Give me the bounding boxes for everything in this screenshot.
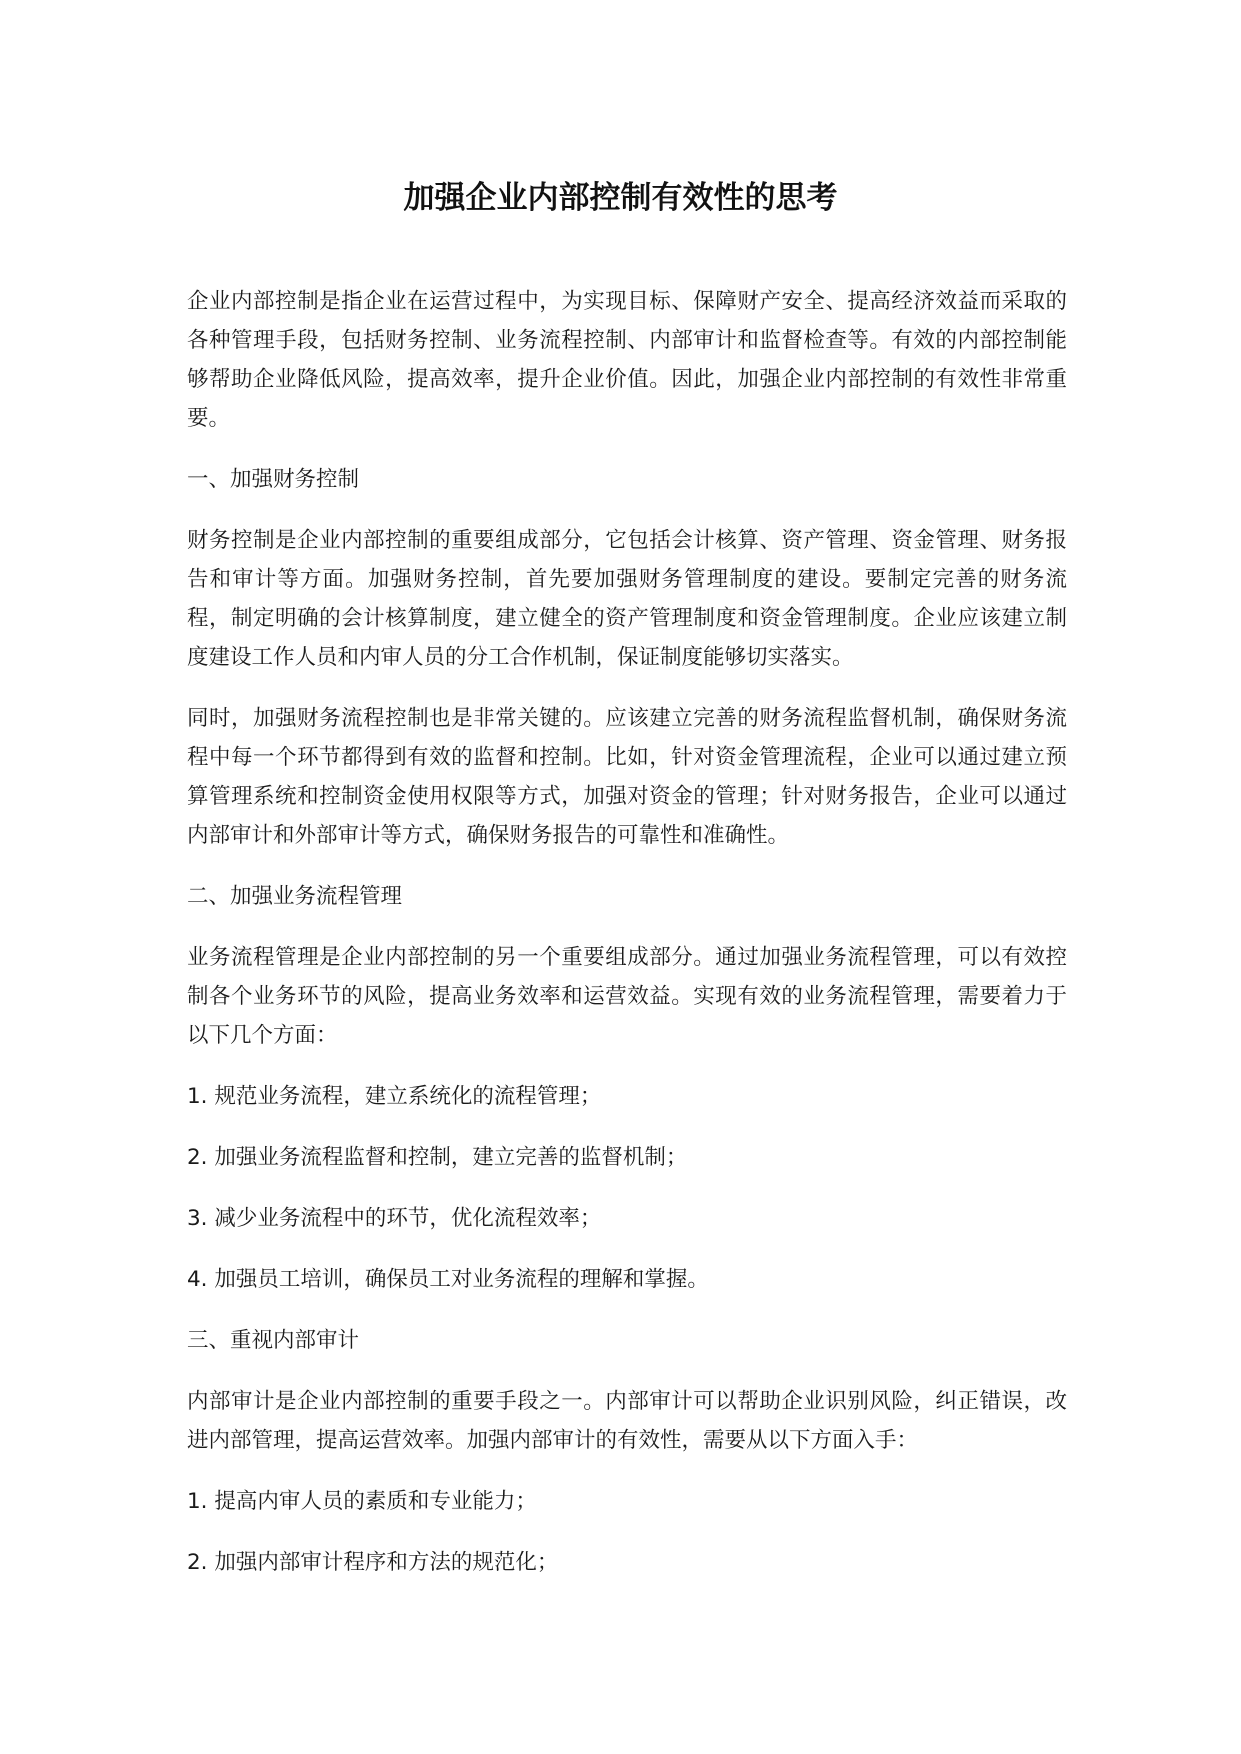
internal-audit-paragraph: 内部审计是企业内部控制的重要手段之一。内部审计可以帮助企业识别风险，纠正错误，改进内部管理，提高运营效率。加强内部审计的有效性，需要从以下方面入手：: [187, 1389, 1067, 1453]
financial-control-paragraph-1: 财务控制是企业内部控制的重要组成部分，它包括会计核算、资产管理、资金管理、财务报告和审计等方面。加强财务控制，首先要加强财务管理制度的建设。要制定完善的财务流程，制定明确的会计核算制度，建立健全的资产管理制度和资金管理制度。企业应该建立制度建设工作人员和内审人员的分工合作机制，保证制度能够切实落实。: [187, 528, 1067, 670]
section-heading-business-process: 二、加强业务流程管理: [187, 884, 403, 909]
document-body: [187, 282, 1067, 1604]
business-process-list-item: 4. 加强员工培训，确保员工对业务流程的理解和掌握。: [187, 1267, 709, 1292]
internal-audit-list-item: 2. 加强内部审计程序和方法的规范化；: [187, 1550, 559, 1575]
business-process-list-item: 1. 规范业务流程，建立系统化的流程管理；: [187, 1084, 602, 1109]
business-process-list-item: 2. 加强业务流程监督和控制，建立完善的监督机制；: [187, 1145, 688, 1170]
section-heading-internal-audit: 三、重视内部审计: [187, 1328, 360, 1353]
business-process-paragraph: 业务流程管理是企业内部控制的另一个重要组成部分。通过加强业务流程管理，可以有效控制各个业务环节的风险，提高业务效率和运营效益。实现有效的业务流程管理，需要着力于以下几个方面：: [187, 945, 1067, 1048]
financial-control-paragraph-2: 同时，加强财务流程控制也是非常关键的。应该建立完善的财务流程监督机制，确保财务流程中每一个环节都得到有效的监督和控制。比如，针对资金管理流程，企业可以通过建立预算管理系统和控制资金使用权限等方式，加强对资金的管理；针对财务报告，企业可以通过内部审计和外部审计等方式，确保财务报告的可靠性和准确性。: [187, 706, 1067, 848]
internal-audit-list-item: 1. 提高内审人员的素质和专业能力；: [187, 1489, 537, 1514]
intro-paragraph: 企业内部控制是指企业在运营过程中，为实现目标、保障财产安全、提高经济效益而采取的各种管理手段，包括财务控制、业务流程控制、内部审计和监督检查等。有效的内部控制能够帮助企业降低风险，提高效率，提升企业价值。因此，加强企业内部控制的有效性非常重要。: [187, 289, 1067, 431]
document-title: 加强企业内部控制有效性的思考: [403, 180, 838, 216]
business-process-list-item: 3. 减少业务流程中的环节，优化流程效率；: [187, 1206, 602, 1231]
section-heading-financial-control: 一、加强财务控制: [187, 467, 360, 492]
